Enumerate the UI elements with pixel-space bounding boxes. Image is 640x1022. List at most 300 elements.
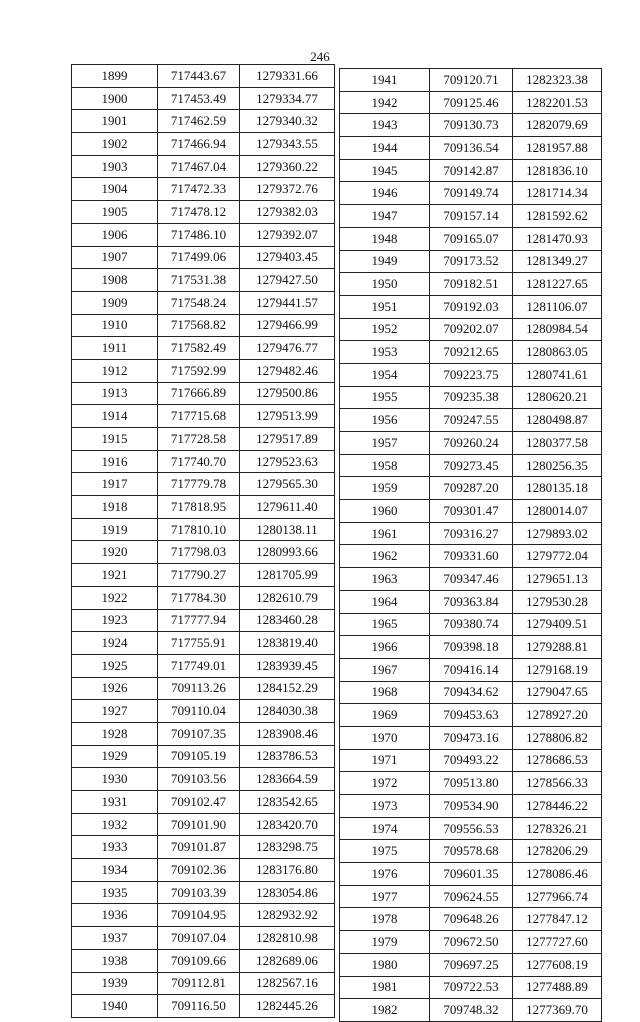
x-coordinate-cell: 717790.27 — [158, 564, 240, 587]
x-coordinate-cell: 709697.25 — [430, 953, 513, 976]
y-coordinate-cell: 1282932.92 — [240, 904, 335, 927]
point-number-cell: 1943 — [340, 114, 430, 137]
point-number-cell: 1926 — [72, 677, 158, 700]
point-number-cell: 1978 — [340, 908, 430, 931]
x-coordinate-cell: 709102.47 — [158, 791, 240, 814]
x-coordinate-cell: 709157.14 — [430, 205, 513, 228]
x-coordinate-cell: 717777.94 — [158, 609, 240, 632]
y-coordinate-cell: 1279334.77 — [240, 87, 335, 110]
y-coordinate-cell: 1282567.16 — [240, 972, 335, 995]
point-number-cell: 1953 — [340, 341, 430, 364]
x-coordinate-cell: 709149.74 — [430, 182, 513, 205]
point-number-cell: 1956 — [340, 409, 430, 432]
y-coordinate-cell: 1279441.57 — [240, 291, 335, 314]
y-coordinate-cell: 1279409.51 — [513, 613, 602, 636]
point-number-cell: 1930 — [72, 768, 158, 791]
point-number-cell: 1933 — [72, 836, 158, 859]
x-coordinate-cell: 717582.49 — [158, 337, 240, 360]
table-row — [340, 999, 602, 1022]
y-coordinate-cell: 1279047.65 — [513, 681, 602, 704]
y-coordinate-cell: 1283420.70 — [240, 813, 335, 836]
y-coordinate-cell: 1283176.80 — [240, 859, 335, 882]
point-number-cell: 1935 — [72, 881, 158, 904]
x-coordinate-cell: 717755.91 — [158, 632, 240, 655]
y-coordinate-cell: 1277369.70 — [513, 999, 602, 1022]
point-number-cell: 1918 — [72, 496, 158, 519]
point-number-cell: 1954 — [340, 363, 430, 386]
x-coordinate-cell: 709398.18 — [430, 636, 513, 659]
table-row — [72, 881, 335, 904]
x-coordinate-cell: 717728.58 — [158, 428, 240, 451]
table-row — [340, 681, 602, 704]
y-coordinate-cell: 1279651.13 — [513, 568, 602, 591]
point-number-cell: 1962 — [340, 545, 430, 568]
point-number-cell: 1914 — [72, 405, 158, 428]
y-coordinate-cell: 1282201.53 — [513, 91, 602, 114]
y-coordinate-cell: 1282445.26 — [240, 995, 335, 1018]
y-coordinate-cell: 1284030.38 — [240, 700, 335, 723]
y-coordinate-cell: 1279513.99 — [240, 405, 335, 428]
table-row — [72, 677, 335, 700]
point-number-cell: 1952 — [340, 318, 430, 341]
y-coordinate-cell: 1279466.99 — [240, 314, 335, 337]
x-coordinate-cell: 717499.06 — [158, 246, 240, 269]
table-row — [72, 768, 335, 791]
x-coordinate-cell: 717486.10 — [158, 223, 240, 246]
x-coordinate-cell: 709142.87 — [430, 159, 513, 182]
x-coordinate-cell: 709316.27 — [430, 522, 513, 545]
table-row — [72, 428, 335, 451]
table-row — [72, 586, 335, 609]
y-coordinate-cell: 1277608.19 — [513, 953, 602, 976]
x-coordinate-cell: 709125.46 — [430, 91, 513, 114]
x-coordinate-cell: 709103.56 — [158, 768, 240, 791]
point-number-cell: 1915 — [72, 428, 158, 451]
point-number-cell: 1905 — [72, 201, 158, 224]
point-number-cell: 1925 — [72, 654, 158, 677]
x-coordinate-cell: 709453.63 — [430, 704, 513, 727]
y-coordinate-cell: 1278566.33 — [513, 772, 602, 795]
point-number-cell: 1927 — [72, 700, 158, 723]
table-row — [340, 795, 602, 818]
point-number-cell: 1963 — [340, 568, 430, 591]
table-row — [340, 318, 602, 341]
table-row — [340, 545, 602, 568]
point-number-cell: 1966 — [340, 636, 430, 659]
table-row — [72, 269, 335, 292]
table-row — [340, 295, 602, 318]
y-coordinate-cell: 1280863.05 — [513, 341, 602, 364]
y-coordinate-cell: 1279893.02 — [513, 522, 602, 545]
y-coordinate-cell: 1279772.04 — [513, 545, 602, 568]
point-number-cell: 1975 — [340, 840, 430, 863]
coordinate-table-right — [339, 68, 602, 1022]
page-number: 246 — [310, 49, 330, 64]
x-coordinate-cell: 709116.50 — [158, 995, 240, 1018]
y-coordinate-cell: 1280984.54 — [513, 318, 602, 341]
point-number-cell: 1924 — [72, 632, 158, 655]
x-coordinate-cell: 709113.26 — [158, 677, 240, 700]
x-coordinate-cell: 709110.04 — [158, 700, 240, 723]
table-row — [72, 564, 335, 587]
x-coordinate-cell: 709104.95 — [158, 904, 240, 927]
x-coordinate-cell: 709136.54 — [430, 137, 513, 160]
table-row — [340, 432, 602, 455]
x-coordinate-cell: 717472.33 — [158, 178, 240, 201]
table-row — [340, 976, 602, 999]
point-number-cell: 1958 — [340, 454, 430, 477]
x-coordinate-cell: 709120.71 — [430, 69, 513, 92]
x-coordinate-cell: 709416.14 — [430, 658, 513, 681]
x-coordinate-cell: 717740.70 — [158, 450, 240, 473]
x-coordinate-cell: 709287.20 — [430, 477, 513, 500]
x-coordinate-cell: 709648.26 — [430, 908, 513, 931]
x-coordinate-cell: 709235.38 — [430, 386, 513, 409]
y-coordinate-cell: 1280993.66 — [240, 541, 335, 564]
point-number-cell: 1916 — [72, 450, 158, 473]
y-coordinate-cell: 1278086.46 — [513, 863, 602, 886]
table-row — [72, 359, 335, 382]
point-number-cell: 1955 — [340, 386, 430, 409]
x-coordinate-cell: 709107.04 — [158, 927, 240, 950]
table-row — [72, 813, 335, 836]
x-coordinate-cell: 709513.80 — [430, 772, 513, 795]
table-row — [340, 205, 602, 228]
x-coordinate-cell: 709109.66 — [158, 949, 240, 972]
point-number-cell: 1948 — [340, 227, 430, 250]
point-number-cell: 1946 — [340, 182, 430, 205]
y-coordinate-cell: 1279382.03 — [240, 201, 335, 224]
table-row — [72, 745, 335, 768]
y-coordinate-cell: 1279523.63 — [240, 450, 335, 473]
table-row — [340, 772, 602, 795]
y-coordinate-cell: 1280377.58 — [513, 432, 602, 455]
y-coordinate-cell: 1283664.59 — [240, 768, 335, 791]
table-row — [340, 91, 602, 114]
point-number-cell: 1910 — [72, 314, 158, 337]
x-coordinate-cell: 709473.16 — [430, 726, 513, 749]
point-number-cell: 1965 — [340, 613, 430, 636]
table-row — [340, 454, 602, 477]
point-number-cell: 1936 — [72, 904, 158, 927]
table-row — [340, 522, 602, 545]
table-row — [340, 227, 602, 250]
y-coordinate-cell: 1279565.30 — [240, 473, 335, 496]
x-coordinate-cell: 709105.19 — [158, 745, 240, 768]
point-number-cell: 1960 — [340, 500, 430, 523]
x-coordinate-cell: 717568.82 — [158, 314, 240, 337]
table-row — [340, 69, 602, 92]
table-row — [72, 405, 335, 428]
x-coordinate-cell: 717592.99 — [158, 359, 240, 382]
point-number-cell: 1974 — [340, 817, 430, 840]
table-row — [340, 273, 602, 296]
point-number-cell: 1964 — [340, 590, 430, 613]
table-row — [72, 949, 335, 972]
point-number-cell: 1941 — [340, 69, 430, 92]
x-coordinate-cell: 709672.50 — [430, 931, 513, 954]
point-number-cell: 1917 — [72, 473, 158, 496]
x-coordinate-cell: 709103.39 — [158, 881, 240, 904]
point-number-cell: 1961 — [340, 522, 430, 545]
table-row — [340, 817, 602, 840]
point-number-cell: 1906 — [72, 223, 158, 246]
y-coordinate-cell: 1277847.12 — [513, 908, 602, 931]
x-coordinate-cell: 717715.68 — [158, 405, 240, 428]
x-coordinate-cell: 717666.89 — [158, 382, 240, 405]
x-coordinate-cell: 709493.22 — [430, 749, 513, 772]
y-coordinate-cell: 1283939.45 — [240, 654, 335, 677]
table-row — [72, 995, 335, 1018]
y-coordinate-cell: 1278326.21 — [513, 817, 602, 840]
x-coordinate-cell: 709380.74 — [430, 613, 513, 636]
point-number-cell: 1934 — [72, 859, 158, 882]
y-coordinate-cell: 1281714.34 — [513, 182, 602, 205]
table-row — [340, 613, 602, 636]
y-coordinate-cell: 1282610.79 — [240, 586, 335, 609]
point-number-cell: 1938 — [72, 949, 158, 972]
y-coordinate-cell: 1277966.74 — [513, 885, 602, 908]
table-row — [340, 636, 602, 659]
table-row — [340, 114, 602, 137]
table-row — [72, 223, 335, 246]
table-row — [72, 246, 335, 269]
x-coordinate-cell: 709601.35 — [430, 863, 513, 886]
table-row — [72, 541, 335, 564]
point-number-cell: 1939 — [72, 972, 158, 995]
y-coordinate-cell: 1279360.22 — [240, 155, 335, 178]
table-row — [340, 953, 602, 976]
table-row — [340, 182, 602, 205]
point-number-cell: 1909 — [72, 291, 158, 314]
y-coordinate-cell: 1279403.45 — [240, 246, 335, 269]
table-row — [340, 137, 602, 160]
table-row — [72, 700, 335, 723]
point-number-cell: 1968 — [340, 681, 430, 704]
y-coordinate-cell: 1279476.77 — [240, 337, 335, 360]
point-number-cell: 1931 — [72, 791, 158, 814]
point-number-cell: 1903 — [72, 155, 158, 178]
table-row — [72, 473, 335, 496]
x-coordinate-cell: 717453.49 — [158, 87, 240, 110]
point-number-cell: 1957 — [340, 432, 430, 455]
x-coordinate-cell: 709112.81 — [158, 972, 240, 995]
table-row — [340, 840, 602, 863]
x-coordinate-cell: 709223.75 — [430, 363, 513, 386]
point-number-cell: 1932 — [72, 813, 158, 836]
x-coordinate-cell: 717462.59 — [158, 110, 240, 133]
x-coordinate-cell: 709578.68 — [430, 840, 513, 863]
y-coordinate-cell: 1279392.07 — [240, 223, 335, 246]
x-coordinate-cell: 717818.95 — [158, 496, 240, 519]
table-row — [72, 791, 335, 814]
y-coordinate-cell: 1281592.62 — [513, 205, 602, 228]
table-row — [340, 159, 602, 182]
point-number-cell: 1913 — [72, 382, 158, 405]
x-coordinate-cell: 709748.32 — [430, 999, 513, 1022]
x-coordinate-cell: 709273.45 — [430, 454, 513, 477]
x-coordinate-cell: 709347.46 — [430, 568, 513, 591]
x-coordinate-cell: 717467.04 — [158, 155, 240, 178]
point-number-cell: 1973 — [340, 795, 430, 818]
point-number-cell: 1969 — [340, 704, 430, 727]
point-number-cell: 1942 — [340, 91, 430, 114]
y-coordinate-cell: 1283542.65 — [240, 791, 335, 814]
x-coordinate-cell: 709107.35 — [158, 722, 240, 745]
table-row — [72, 178, 335, 201]
y-coordinate-cell: 1280256.35 — [513, 454, 602, 477]
x-coordinate-cell: 709182.51 — [430, 273, 513, 296]
y-coordinate-cell: 1279427.50 — [240, 269, 335, 292]
x-coordinate-cell: 709363.84 — [430, 590, 513, 613]
table-row — [340, 749, 602, 772]
point-number-cell: 1981 — [340, 976, 430, 999]
y-coordinate-cell: 1281705.99 — [240, 564, 335, 587]
table-row — [72, 496, 335, 519]
y-coordinate-cell: 1281836.10 — [513, 159, 602, 182]
y-coordinate-cell: 1282689.06 — [240, 949, 335, 972]
table-row — [72, 133, 335, 156]
table-row — [72, 65, 335, 88]
y-coordinate-cell: 1280138.11 — [240, 518, 335, 541]
x-coordinate-cell: 709301.47 — [430, 500, 513, 523]
x-coordinate-cell: 717798.03 — [158, 541, 240, 564]
point-number-cell: 1951 — [340, 295, 430, 318]
point-number-cell: 1945 — [340, 159, 430, 182]
point-number-cell: 1970 — [340, 726, 430, 749]
x-coordinate-cell: 709101.87 — [158, 836, 240, 859]
y-coordinate-cell: 1282079.69 — [513, 114, 602, 137]
table-row — [72, 654, 335, 677]
table-row — [72, 859, 335, 882]
y-coordinate-cell: 1283460.28 — [240, 609, 335, 632]
y-coordinate-cell: 1279168.19 — [513, 658, 602, 681]
y-coordinate-cell: 1283786.53 — [240, 745, 335, 768]
point-number-cell: 1929 — [72, 745, 158, 768]
y-coordinate-cell: 1281227.65 — [513, 273, 602, 296]
y-coordinate-cell: 1284152.29 — [240, 677, 335, 700]
point-number-cell: 1980 — [340, 953, 430, 976]
table-row — [340, 863, 602, 886]
point-number-cell: 1982 — [340, 999, 430, 1022]
point-number-cell: 1920 — [72, 541, 158, 564]
x-coordinate-cell: 709534.90 — [430, 795, 513, 818]
point-number-cell: 1922 — [72, 586, 158, 609]
x-coordinate-cell: 709192.03 — [430, 295, 513, 318]
x-coordinate-cell: 709624.55 — [430, 885, 513, 908]
point-number-cell: 1972 — [340, 772, 430, 795]
x-coordinate-cell: 709173.52 — [430, 250, 513, 273]
y-coordinate-cell: 1278806.82 — [513, 726, 602, 749]
table-row — [340, 568, 602, 591]
point-number-cell: 1976 — [340, 863, 430, 886]
x-coordinate-cell: 717749.01 — [158, 654, 240, 677]
y-coordinate-cell: 1278686.53 — [513, 749, 602, 772]
point-number-cell: 1937 — [72, 927, 158, 950]
y-coordinate-cell: 1281106.07 — [513, 295, 602, 318]
table-row — [72, 927, 335, 950]
table-row — [72, 201, 335, 224]
y-coordinate-cell: 1278206.29 — [513, 840, 602, 863]
point-number-cell: 1912 — [72, 359, 158, 382]
y-coordinate-cell: 1277727.60 — [513, 931, 602, 954]
table-row — [72, 972, 335, 995]
point-number-cell: 1921 — [72, 564, 158, 587]
table-row — [72, 291, 335, 314]
y-coordinate-cell: 1283054.86 — [240, 881, 335, 904]
x-coordinate-cell: 717478.12 — [158, 201, 240, 224]
table-row — [340, 908, 602, 931]
table-row — [340, 726, 602, 749]
table-row — [72, 314, 335, 337]
table-row — [72, 836, 335, 859]
x-coordinate-cell: 709202.07 — [430, 318, 513, 341]
table-row — [72, 450, 335, 473]
point-number-cell: 1967 — [340, 658, 430, 681]
y-coordinate-cell: 1279331.66 — [240, 65, 335, 88]
point-number-cell: 1923 — [72, 609, 158, 632]
table-row — [72, 337, 335, 360]
point-number-cell: 1947 — [340, 205, 430, 228]
point-number-cell: 1902 — [72, 133, 158, 156]
y-coordinate-cell: 1283298.75 — [240, 836, 335, 859]
x-coordinate-cell: 709247.55 — [430, 409, 513, 432]
y-coordinate-cell: 1279500.86 — [240, 382, 335, 405]
x-coordinate-cell: 709102.36 — [158, 859, 240, 882]
coordinate-table-left — [71, 64, 335, 1018]
table-row — [340, 590, 602, 613]
table-row — [72, 632, 335, 655]
point-number-cell: 1979 — [340, 931, 430, 954]
point-number-cell: 1907 — [72, 246, 158, 269]
table-row — [72, 904, 335, 927]
table-row — [72, 87, 335, 110]
table-row — [340, 885, 602, 908]
point-number-cell: 1944 — [340, 137, 430, 160]
table-row — [72, 518, 335, 541]
table-row — [340, 704, 602, 727]
x-coordinate-cell: 709165.07 — [430, 227, 513, 250]
y-coordinate-cell: 1283908.46 — [240, 722, 335, 745]
point-number-cell: 1971 — [340, 749, 430, 772]
x-coordinate-cell: 717466.94 — [158, 133, 240, 156]
point-number-cell: 1908 — [72, 269, 158, 292]
y-coordinate-cell: 1277488.89 — [513, 976, 602, 999]
y-coordinate-cell: 1281470.93 — [513, 227, 602, 250]
x-coordinate-cell: 709260.24 — [430, 432, 513, 455]
x-coordinate-cell: 717810.10 — [158, 518, 240, 541]
y-coordinate-cell: 1282323.38 — [513, 69, 602, 92]
x-coordinate-cell: 709556.53 — [430, 817, 513, 840]
y-coordinate-cell: 1280620.21 — [513, 386, 602, 409]
y-coordinate-cell: 1279482.46 — [240, 359, 335, 382]
table-row — [340, 658, 602, 681]
table-row — [340, 409, 602, 432]
point-number-cell: 1949 — [340, 250, 430, 273]
y-coordinate-cell: 1279343.55 — [240, 133, 335, 156]
table-row — [340, 341, 602, 364]
x-coordinate-cell: 709101.90 — [158, 813, 240, 836]
point-number-cell: 1959 — [340, 477, 430, 500]
y-coordinate-cell: 1282810.98 — [240, 927, 335, 950]
point-number-cell: 1899 — [72, 65, 158, 88]
y-coordinate-cell: 1279611.40 — [240, 496, 335, 519]
point-number-cell: 1911 — [72, 337, 158, 360]
point-number-cell: 1977 — [340, 885, 430, 908]
table-row — [340, 500, 602, 523]
point-number-cell: 1901 — [72, 110, 158, 133]
x-coordinate-cell: 717779.78 — [158, 473, 240, 496]
